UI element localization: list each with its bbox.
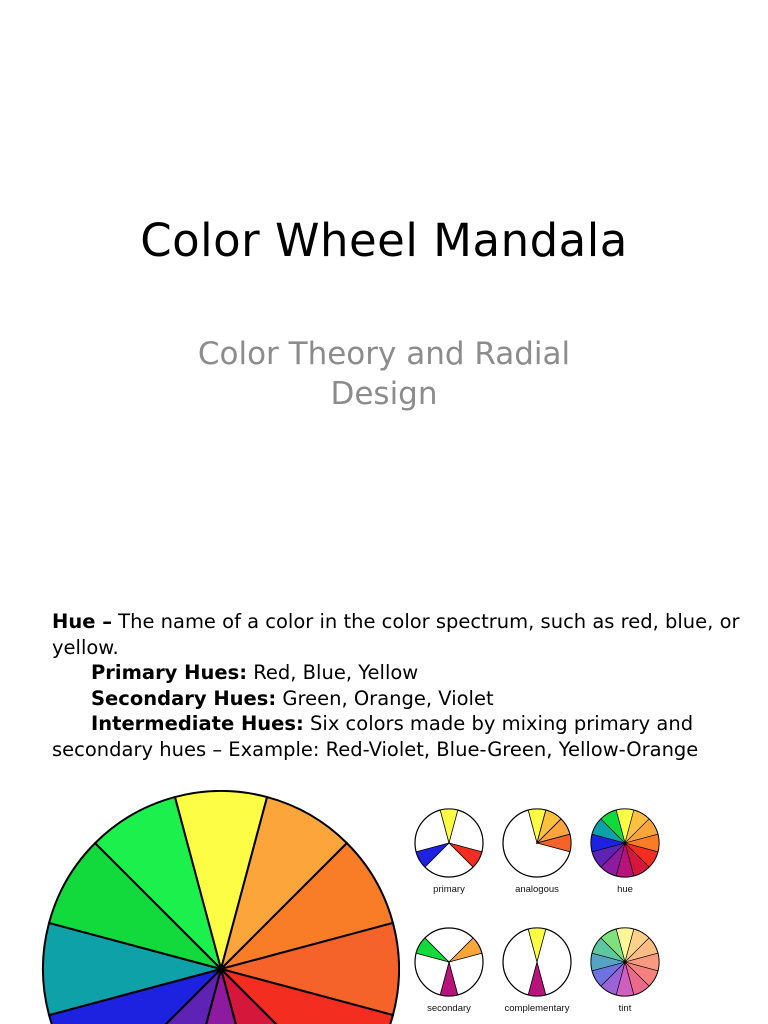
- mini-wheel-caption: tint: [618, 1003, 632, 1014]
- secondary-hues-value: Green, Orange, Violet: [276, 686, 494, 710]
- hue-definition: [52, 609, 742, 660]
- primary-scheme-icon: [412, 806, 486, 880]
- mini-wheel-analogous: [492, 806, 582, 895]
- hue-scheme-icon: [588, 806, 662, 880]
- secondary-hues-line: [52, 686, 742, 712]
- hue-definition-block: [52, 609, 742, 762]
- tint-scheme-icon: [588, 925, 662, 999]
- intermediate-hues-value-a: Six colors made by mixing primary and: [303, 712, 694, 735]
- slide-title: Color Wheel Mandala: [140, 214, 628, 267]
- primary-hues-value: Red, Blue, Yellow: [247, 661, 419, 684]
- mini-wheel-complementary: [492, 925, 582, 1014]
- hue-definition-text: The name of a color in the color spectrum, such as red, blue, or yellow.: [52, 610, 740, 659]
- hue-term: Hue –: [52, 610, 112, 633]
- mini-wheel-caption: analogous: [515, 884, 559, 895]
- intermediate-hues-value-b: secondary hues – Example: Red-Violet, Blue-Green, Yellow-Orange: [52, 737, 699, 761]
- secondary-scheme-icon: [412, 925, 486, 999]
- intermediate-hues-label: Intermediate Hues:: [91, 712, 304, 735]
- mini-wheel-caption: primary: [433, 884, 465, 895]
- secondary-hues-label: Secondary Hues:: [91, 686, 277, 710]
- mini-wheel-tint: [580, 925, 670, 1014]
- mini-wheel-hue: [580, 806, 670, 895]
- mini-wheel-caption: complementary: [504, 1003, 570, 1014]
- intermediate-hues-line: [52, 711, 742, 762]
- mini-wheel-caption: hue: [617, 884, 633, 895]
- complementary-scheme-icon: [500, 925, 574, 999]
- mini-wheel-secondary: [404, 925, 494, 1014]
- color-wheel-diagram: [0, 790, 400, 1024]
- mini-wheel-primary: [404, 806, 494, 895]
- color-scheme-examples: [400, 800, 680, 1024]
- primary-hues-line: [52, 660, 742, 686]
- primary-hues-label: Primary Hues:: [91, 661, 248, 684]
- analogous-scheme-icon: [500, 806, 574, 880]
- slide-subtitle: Color Theory and Radial Design: [197, 336, 571, 412]
- mini-wheel-caption: secondary: [427, 1003, 471, 1014]
